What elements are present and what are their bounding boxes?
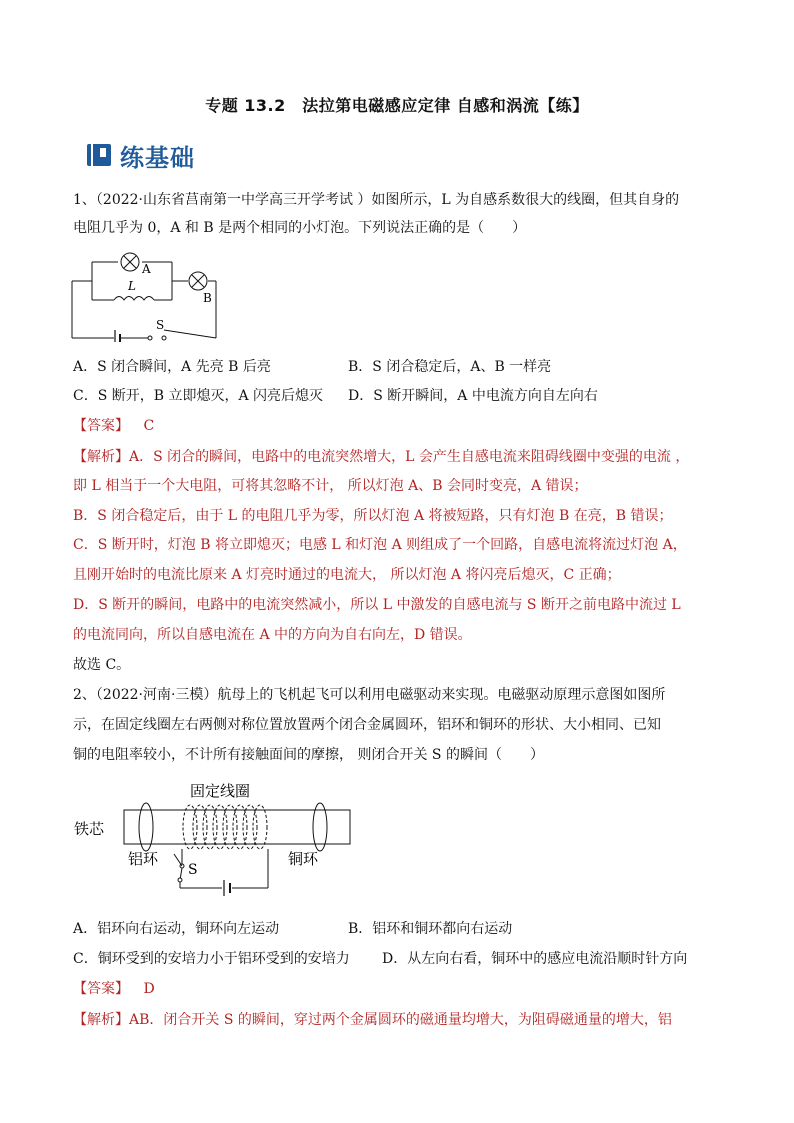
book-icon: [86, 142, 112, 168]
q2-stem-line1: 2、（2022·河南·三模）航母上的飞机起飞可以利用电磁驱动来实现。电磁驱动原理示意图如图所: [73, 687, 666, 703]
q1-option-b: B．S 闭合稳定后，A、B 一样亮: [348, 359, 552, 375]
q2-answer-value: D: [143, 981, 155, 997]
switch-icon: [148, 336, 166, 340]
q2-fig-label-s: S: [188, 862, 198, 878]
q1-explanation-line6: D．S 断开的瞬间，电路中的电流突然减小，所以 L 中激发的自感电流与 S 断开之前电路中流过 L: [73, 597, 681, 613]
lamp-b-icon: [189, 272, 207, 290]
q2-option-a: A．铝环向右运动，铜环向左运动: [73, 921, 280, 937]
q2-fig-label-core: 铁芯: [74, 820, 105, 838]
q2-battery-icon: [224, 880, 230, 896]
q2-explanation-label: 【解析】: [73, 1012, 129, 1028]
q1-stem-line1: 1、（2022·山东省莒南第一中学高三开学考试 ）如图所示，L 为自感系数很大的线圈，但其自身的: [73, 192, 680, 208]
q1-answer-label: 【答案】: [73, 418, 129, 434]
q1-explanation-line4: C．S 断开时，灯泡 B 将立即熄灭；电感 L 和灯泡 A 则组成了一个回路，自感电流将流过灯泡 A，: [73, 537, 687, 553]
q2-fig-label-coil: 固定线圈: [190, 782, 251, 800]
q1-explanation-line7: 的电流同向，所以自感电流在 A 中的方向为自右向左，D 错误。: [73, 627, 472, 643]
q2-answer-row: [73, 979, 155, 999]
q1-fig-label-a: A: [142, 262, 151, 276]
q1-stem-line2: 电阻几乎为 0，A 和 B 是两个相同的小灯泡。下列说法正确的是（ ）: [73, 220, 527, 236]
q2-electromagnetic-drive-figure: [72, 776, 352, 896]
q2-fig-label-copper: 铜环: [288, 850, 319, 868]
battery-icon: [115, 330, 120, 342]
document-title: 专题 13.2 法拉第电磁感应定律 自感和涡流【练】: [205, 96, 589, 115]
q1-fig-label-b: B: [203, 291, 212, 305]
q2-fig-label-aluminum: 铝环: [128, 850, 159, 868]
lamp-a-icon: [121, 253, 139, 271]
q1-explanation-line3: B．S 闭合稳定后，由于 L 的电阻几乎为零，所以灯泡 A 将被短路，只有灯泡 B 在亮，B 错误；: [73, 508, 673, 524]
q2-option-c: C．铜环受到的安培力小于铝环受到的安培力: [73, 951, 350, 967]
q1-explanation-label: 【解析】: [73, 449, 129, 465]
q2-option-d: D．从左向右看，铜环中的感应电流沿顺时针方向: [382, 951, 688, 967]
q1-option-a: A．S 闭合瞬间，A 先亮 B 后亮: [73, 359, 271, 375]
q2-explanation-line1: [73, 1010, 723, 1030]
section-header: [86, 138, 195, 172]
q1-explanation-line2: 即 L 相当于一个大电阻，可将其忽略不计， 所以灯泡 A、B 会同时变亮，A 错误；: [73, 478, 588, 494]
q1-answer-value: C: [143, 418, 155, 434]
q2-answer-label: 【答案】: [73, 981, 129, 997]
section-label: 练基础: [120, 143, 195, 172]
q1-option-d: D．S 断开瞬间，A 中电流方向自左向右: [348, 388, 598, 404]
q1-circuit-figure: [70, 250, 220, 342]
q1-option-c: C．S 断开，B 立即熄灭，A 闪亮后熄灭: [73, 388, 324, 404]
q1-explanation-text1: A．S 闭合的瞬间，电路中的电流突然增大，L 会产生自感电流来阻碍线圈中变强的电流 ，: [129, 449, 690, 465]
q1-explanation-line1: [73, 447, 723, 467]
q1-explanation-line5: 且刚开始时的电流比原来 A 灯亮时通过的电流大， 所以灯泡 A 将闪亮后熄灭，C 正确；: [73, 567, 621, 583]
q1-fig-label-s: S: [156, 318, 165, 332]
q1-fig-label-l: L: [128, 279, 136, 293]
q2-explanation-text1: AB．闭合开关 S 的瞬间，穿过两个金属圆环的磁通量均增大，为阻碍磁通量的增大，铝: [129, 1012, 672, 1028]
q2-stem-line2: 示，在固定线圈左右两侧对称位置放置两个闭合金属圆环，铝环和铜环的形状、大小相同、已知: [73, 717, 661, 733]
q1-answer-row: [73, 416, 154, 436]
q2-stem-line3: 铜的电阻率较小，不计所有接触面间的摩擦， 则闭合开关 S 的瞬间（ ）: [73, 747, 544, 763]
q2-option-b: B．铝环和铜环都向右运动: [348, 921, 513, 937]
q1-conclusion: 故选 C。: [73, 657, 131, 673]
